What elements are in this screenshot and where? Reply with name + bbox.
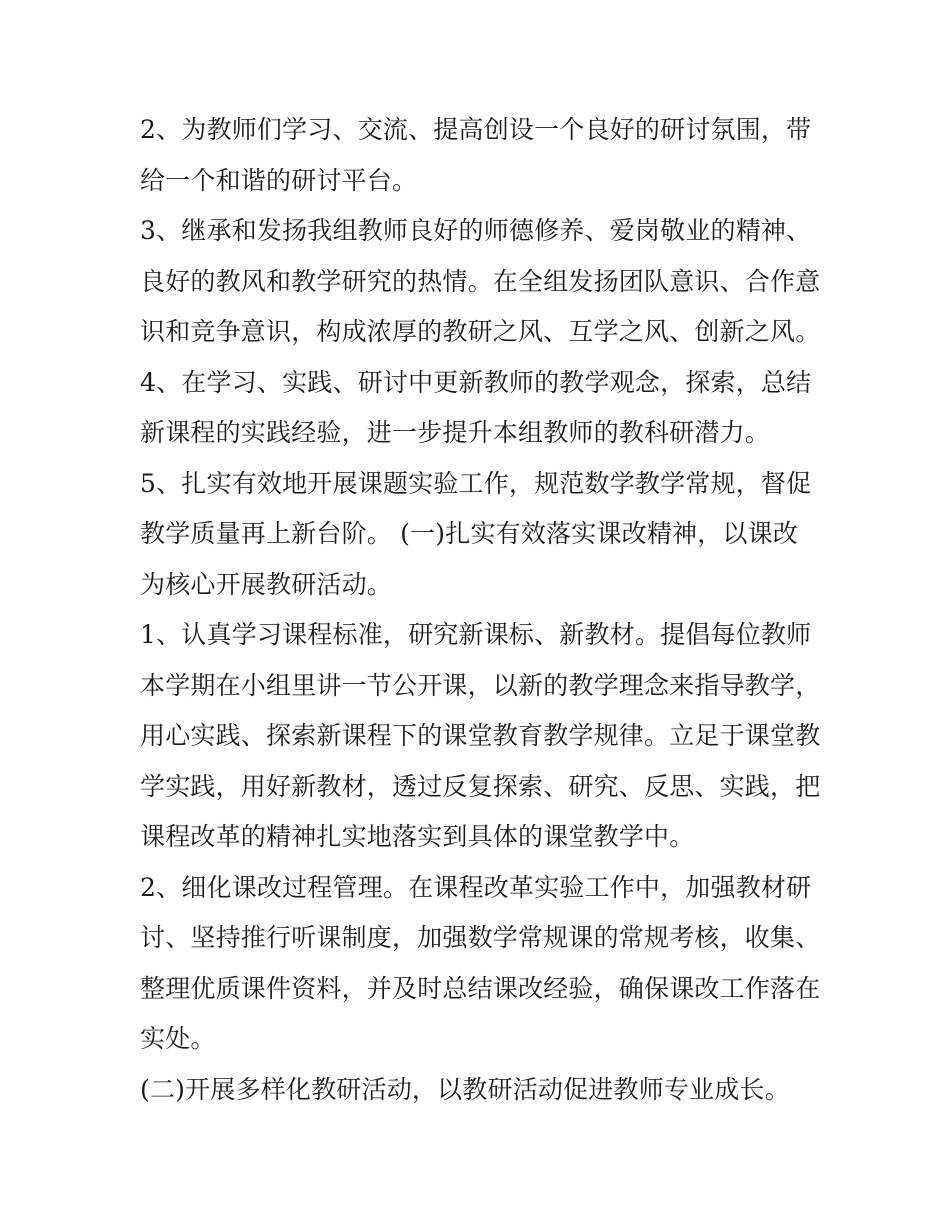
text-line: 新课程的实践经验，进一步提升本组教师的教科研潜力。 [140, 418, 771, 447]
text-line: 教学质量再上新台阶。 (一)扎实有效落实课改精神，以课改 [140, 519, 799, 548]
text-line: 整理优质课件资料，并及时总结课改经验，确保课改工作落在 [140, 974, 821, 1003]
text-line: 良好的教风和教学研究的热情。在全组发扬团队意识、合作意 [140, 267, 821, 296]
text-line: 学实践，用好新教材，透过反复探索、研究、反思、实践，把 [140, 772, 821, 801]
text-line: (二)开展多样化教研活动，以教研活动促进教师专业成长。 [140, 1075, 790, 1104]
text-line: 用心实践、探索新课程下的课堂教育教学规律。立足于课堂教 [140, 721, 821, 750]
text-line: 5、扎实有效地开展课题实验工作，规范数学教学常规，督促 [140, 469, 812, 498]
text-line: 实处。 [140, 1024, 216, 1053]
text-line: 课程改革的精神扎实地落实到具体的课堂教学中。 [140, 822, 695, 851]
text-line: 2、细化课改过程管理。在课程改革实验工作中，加强教材研 [140, 873, 812, 902]
text-line: 给一个和谐的研讨平台。 [140, 166, 418, 195]
text-line: 2、为教师们学习、交流、提高创设一个良好的研讨氛围，带 [140, 115, 812, 144]
text-line: 为核心开展教研活动。 [140, 570, 393, 599]
text-line: 识和竞争意识，构成浓厚的教研之风、互学之风、创新之风。 [140, 317, 821, 346]
text-line: 3、继承和发扬我组教师良好的师德修养、爱岗敬业的精神、 [140, 216, 812, 245]
text-line: 1、认真学习课程标准，研究新课标、新教材。提倡每位教师 [140, 620, 812, 649]
text-line: 本学期在小组里讲一节公开课，以新的教学理念来指导教学， [140, 671, 821, 700]
text-line: 4、在学习、实践、研讨中更新教师的教学观念，探索，总结 [140, 368, 812, 397]
text-line: 讨、坚持推行听课制度，加强数学常规课的常规考核，收集、 [140, 923, 821, 952]
